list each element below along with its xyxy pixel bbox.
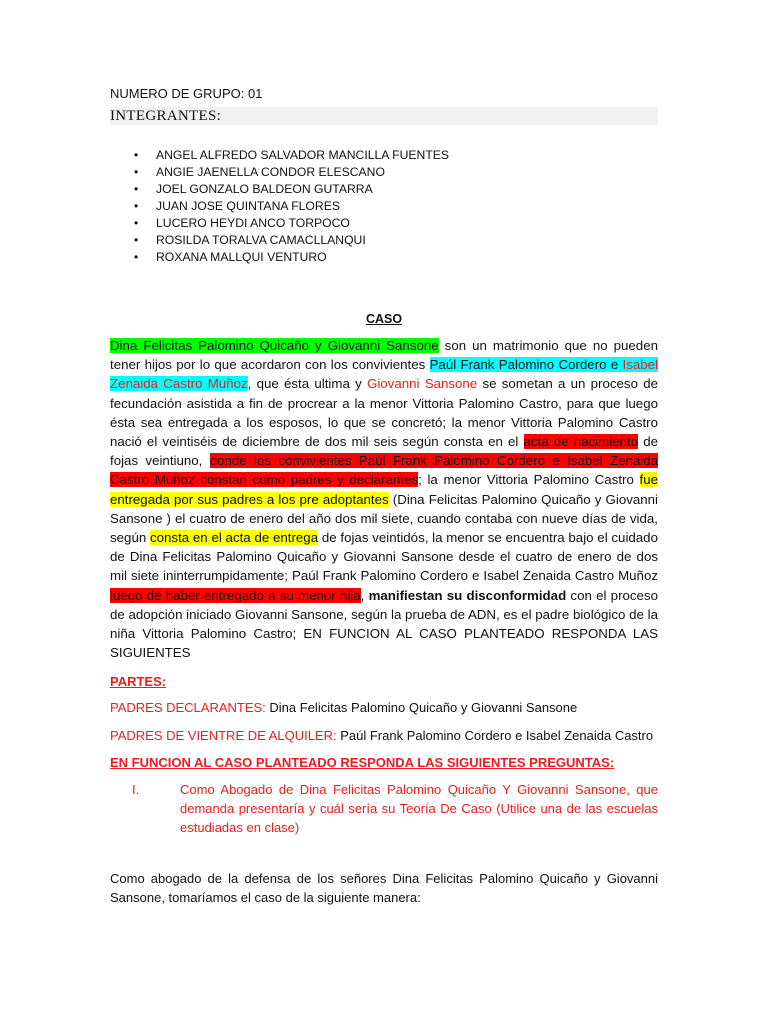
- caso-paragraph: Dina Felicitas Palomino Quicaño y Giovanni Sansone son un matrimonio que no pueden tener hijos por lo que acordaron con los convivientes Paúl Frank Palomino Cordero e Isabel Zenaida Castro Muñoz, que ésta ultima y Giovanni Sansone se sometan a un proceso de fecundación asistida a fin de procrear a la menor Vittoria Palomino Castro, para que luego ésta sea entregada a los esposos, lo que se concretó; la menor Vittoria Palomino Castro nació el veintiséis de diciembre de dos mil seis según consta en el acta de nacimiento de fojas veintiuno, donde los convivientes Paúl Frank Palomino Cordero e Isabel Zenaida Castro Muñoz constan como padres y declarantes; la menor Vittoria Palomino Castro fue entregada por sus padres a los pre adoptantes (Dina Felicitas Palomino Quicaño y Giovanni Sansone ) el cuatro de enero del año dos mil siete, cuando contaba con nueve días de vida, según consta en el acta de entrega de fojas veintidós, la menor se encuentra bajo el cuidado de Dina Felicitas Palomino Quicaño y Giovanni Sansone desde el cuatro de enero de dos mil siete ininterrumpidamente; Paúl Frank Palomino Cordero e Isabel Zenaida Castro Muñoz luego de haber entregado a su menor hija, manifiestan su disconformidad con el proceso de adopción iniciado Giovanni Sansone, según la prueba de ADN, es el padre biológico de la niña Vittoria Palomino Castro; EN FUNCION AL CASO PLANTEADO RESPONDA LAS SIGUIENTES: [110, 338, 659, 661]
- highlight-yellow: consta en el acta de entrega: [149, 530, 319, 546]
- document-page: [110, 86, 658, 907]
- bullet-icon: •: [134, 250, 139, 264]
- question-text: Como Abogado de Dina Felicitas Palomino Quicaño Y Giovanni Sansone, que demanda presentaría y cuál sería su Teoría De Caso (Utilice una de las escuelas estudiadas en clase): [180, 782, 658, 836]
- list-item: • JUAN JOSE QUINTANA FLORES: [134, 199, 340, 213]
- list-item: • JOEL GONZALO BALDEON GUTARRA: [134, 182, 373, 196]
- question-number: I.: [132, 782, 140, 798]
- list-item: • ANGIE JAENELLA CONDOR ELESCANO: [134, 165, 385, 179]
- partes-title: PARTES:: [110, 674, 167, 690]
- bullet-icon: •: [134, 165, 139, 179]
- highlight-yellow: fue entregada por sus padres a los pre adoptantes: [110, 472, 658, 507]
- answer-paragraph: Como abogado de la defensa de los señores Dina Felicitas Palomino Quicaño y Giovanni Sansone, tomaríamos el caso de la siguiente manera:: [110, 871, 658, 906]
- preguntas-title: EN FUNCION AL CASO PLANTEADO RESPONDA LAS SIGUIENTES PREGUNTAS:: [110, 755, 615, 771]
- red-text: Giovanni Sansone: [366, 376, 478, 392]
- list-item: • ROXANA MALLQUI VENTURO: [134, 250, 327, 264]
- members-list: [110, 147, 658, 266]
- bullet-icon: •: [134, 233, 139, 247]
- bullet-icon: •: [134, 148, 139, 162]
- highlight-cyan: Paúl Frank Palomino Cordero e Isabel Zenaida Castro Muñoz: [110, 357, 658, 392]
- bullet-icon: •: [134, 216, 139, 230]
- padres-vientre-alquiler: PADRES DE VIENTRE DE ALQUILER: Paúl Frank Palomino Cordero e Isabel Zenaida Castro: [110, 728, 654, 744]
- bullet-icon: •: [134, 182, 139, 196]
- highlight-green: Dina Felicitas Palomino Quicaño y Giovanni Sansone: [110, 338, 439, 353]
- highlight-red: luego de haber entregado a su menor hija: [110, 587, 361, 603]
- highlight-red: donde los convivientes Paúl Frank Palomino Cordero e Isabel Zenaida Castro Muñoz constan como padres y declarantes: [110, 453, 658, 488]
- bullet-icon: •: [134, 199, 139, 213]
- padres-declarantes: PADRES DECLARANTES: Dina Felicitas Palomino Quicaño y Giovanni Sansone: [110, 700, 578, 716]
- group-number: NUMERO DE GRUPO: 01: [110, 86, 263, 101]
- integrantes-heading-bar: [110, 107, 658, 125]
- question-item: [110, 780, 658, 837]
- integrantes-heading: INTEGRANTES:: [110, 108, 222, 124]
- caso-title: CASO: [365, 312, 403, 326]
- list-item: • ROSILDA TORALVA CAMACLLANQUI: [134, 233, 366, 247]
- bold-text: manifiestan su disconformidad: [368, 587, 567, 603]
- list-item: • LUCERO HEYDI ANCO TORPOCO: [134, 216, 350, 230]
- list-item: • ANGEL ALFREDO SALVADOR MANCILLA FUENTES: [134, 148, 450, 162]
- highlight-red: acta de nacimiento: [523, 434, 639, 450]
